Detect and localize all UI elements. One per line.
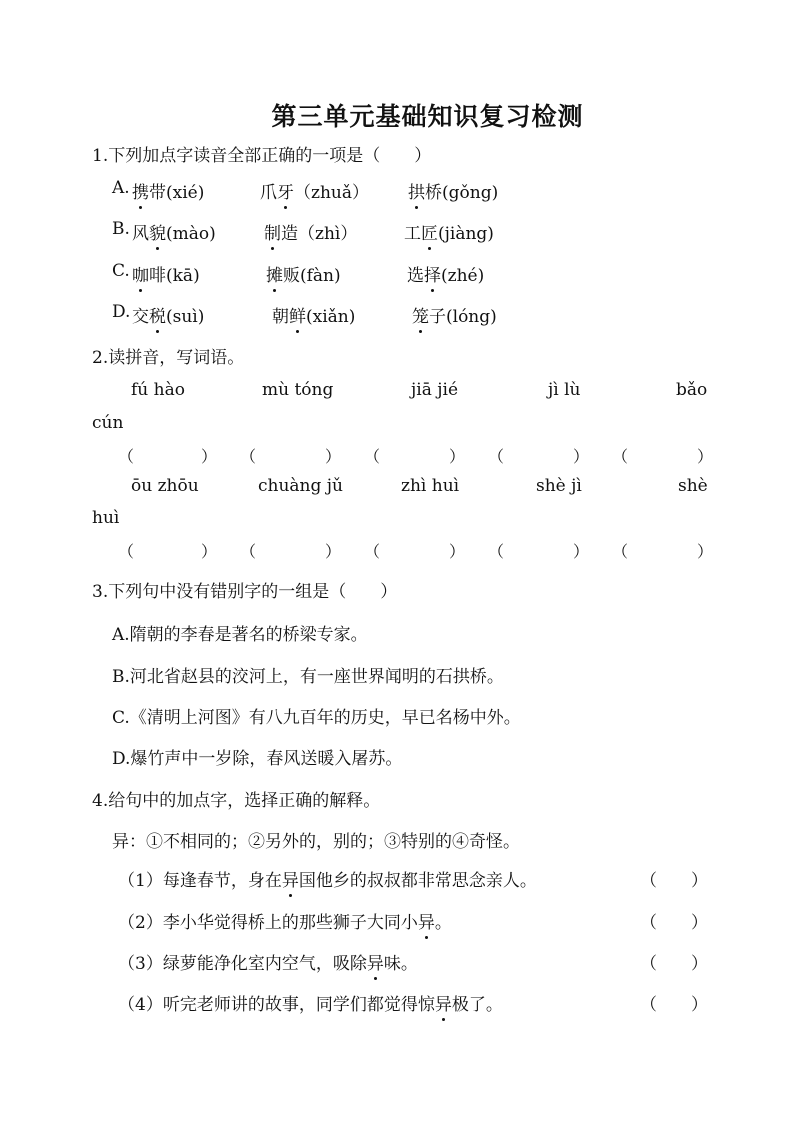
q4-item-2: （2）李小华觉得桥上的那些狮子大同小异。 <box>118 908 452 933</box>
q4-answer-blank-2[interactable]: （ ） <box>640 913 708 933</box>
q4-item-3: （3）绿萝能净化室内空气，吸除异味。 <box>118 949 418 974</box>
q4-definition: 异：①不相同的；②另外的，别的；③特别的④奇怪。 <box>112 832 520 852</box>
emphasis-dot-char: 鲜 <box>289 302 306 327</box>
q3-option-d: D.爆竹声中一岁除，春风送暖入屠苏。 <box>112 749 403 769</box>
paren-open: （ <box>364 542 381 561</box>
q1-option-d-item3: 笼子(lóng) <box>412 302 497 327</box>
q4-answer-blank-3[interactable]: （ ） <box>640 954 708 974</box>
q3-option-c: C.《清明上河图》有八九百年的历史，早已名杨中外。 <box>112 708 521 728</box>
q3-option-a: A.隋朝的李春是著名的桥梁专家。 <box>112 625 368 645</box>
paren-close: ） <box>325 447 342 466</box>
emphasis-dot-char: 拱 <box>408 178 425 203</box>
pinyin-cell: fú hào <box>131 380 185 400</box>
emphasis-dot-char: 牙 <box>277 178 294 203</box>
q1-stem: 1.下列加点字读音全部正确的一项是（ ） <box>92 146 432 166</box>
pinyin-cell: mù tóng <box>262 380 334 400</box>
q1-option-b-item1: 风貌(mào) <box>132 219 216 244</box>
paren-open: （ <box>488 542 505 561</box>
emphasis-dot-char: 择 <box>424 261 441 286</box>
q1-option-d-item1: 交税(suì) <box>132 302 204 327</box>
pinyin-cell: bǎo <box>676 380 708 400</box>
pinyin-cell: zhì huì <box>401 476 460 496</box>
emphasis-dot-char: 咖 <box>132 261 149 286</box>
paren-close: ） <box>201 542 218 561</box>
pinyin-cell: ōu zhōu <box>131 476 199 496</box>
pinyin-wrap: huì <box>92 508 120 528</box>
paren-close: ） <box>573 447 590 466</box>
q4-answer-blank-1[interactable]: （ ） <box>640 871 708 891</box>
emphasis-dot-char: 税 <box>149 302 166 327</box>
q1-option-a-label: A. <box>112 178 130 198</box>
paren-open: （ <box>240 447 257 466</box>
q1-option-c-label: C. <box>112 261 130 281</box>
emphasis-dot-char: 携 <box>132 178 149 203</box>
paren-close: ） <box>697 447 714 466</box>
pinyin-wrap: cún <box>92 413 124 433</box>
paren-open: （ <box>488 447 505 466</box>
emphasis-dot-char: 笼 <box>412 302 429 327</box>
q1-option-d-label: D. <box>112 302 131 322</box>
q4-item-1: （1）每逢春节，身在异国他乡的叔叔都非常思念亲人。 <box>118 866 537 891</box>
emphasis-dot-char: 异 <box>367 949 384 974</box>
paren-open: （ <box>364 447 381 466</box>
paren-close: ） <box>449 447 466 466</box>
pinyin-cell: shè jì <box>536 476 582 496</box>
emphasis-dot-char: 异 <box>282 866 299 891</box>
paren-open: （ <box>118 542 135 561</box>
emphasis-dot-char: 貌 <box>149 219 166 244</box>
q1-option-a-item1: 携带(xié) <box>132 178 204 203</box>
pinyin-cell: jì lù <box>548 380 581 400</box>
paren-open: （ <box>612 542 629 561</box>
paren-close: ） <box>325 542 342 561</box>
pinyin-cell: shè <box>678 476 708 496</box>
q1-option-b-item3: 工匠(jiàng) <box>404 219 494 244</box>
emphasis-dot-char: 制 <box>264 219 281 244</box>
q2-stem: 2.读拼音，写词语。 <box>92 348 245 368</box>
paren-close: ） <box>573 542 590 561</box>
q1-option-c-item1: 咖啡(kā) <box>132 261 200 286</box>
q1-option-c-item3: 选择(zhé) <box>407 261 484 286</box>
q1-option-b-label: B. <box>112 219 130 239</box>
q3-option-b: B.河北省赵县的洨河上，有一座世界闻明的石拱桥。 <box>112 667 504 687</box>
emphasis-dot-char: 异 <box>435 990 452 1015</box>
q4-answer-blank-4[interactable]: （ ） <box>640 995 708 1015</box>
q3-stem: 3.下列句中没有错别字的一组是（ ） <box>92 582 398 602</box>
pinyin-cell: jiā jié <box>411 380 459 400</box>
pinyin-cell: chuàng jǔ <box>258 476 344 496</box>
paren-close: ） <box>449 542 466 561</box>
emphasis-dot-char: 匠 <box>421 219 438 244</box>
q4-stem: 4.给句中的加点字，选择正确的解释。 <box>92 791 381 811</box>
paren-close: ） <box>697 542 714 561</box>
page-title: 第三单元基础知识复习检测 <box>271 102 584 131</box>
q4-item-4: （4）听完老师讲的故事，同学们都觉得惊异极了。 <box>118 990 503 1015</box>
emphasis-dot-char: 摊 <box>266 261 283 286</box>
q1-option-b-item2: 制造（zhì） <box>264 219 357 244</box>
q1-option-c-item2: 摊贩(fàn) <box>266 261 341 286</box>
paren-open: （ <box>240 542 257 561</box>
q1-option-a-item2: 爪牙（zhuǎ） <box>260 178 369 203</box>
q1-option-d-item2: 朝鲜(xiǎn) <box>272 302 355 327</box>
emphasis-dot-char: 异 <box>418 908 435 933</box>
paren-open: （ <box>118 447 135 466</box>
q1-option-a-item3: 拱桥(gǒng) <box>408 178 498 203</box>
paren-close: ） <box>201 447 218 466</box>
paren-open: （ <box>612 447 629 466</box>
